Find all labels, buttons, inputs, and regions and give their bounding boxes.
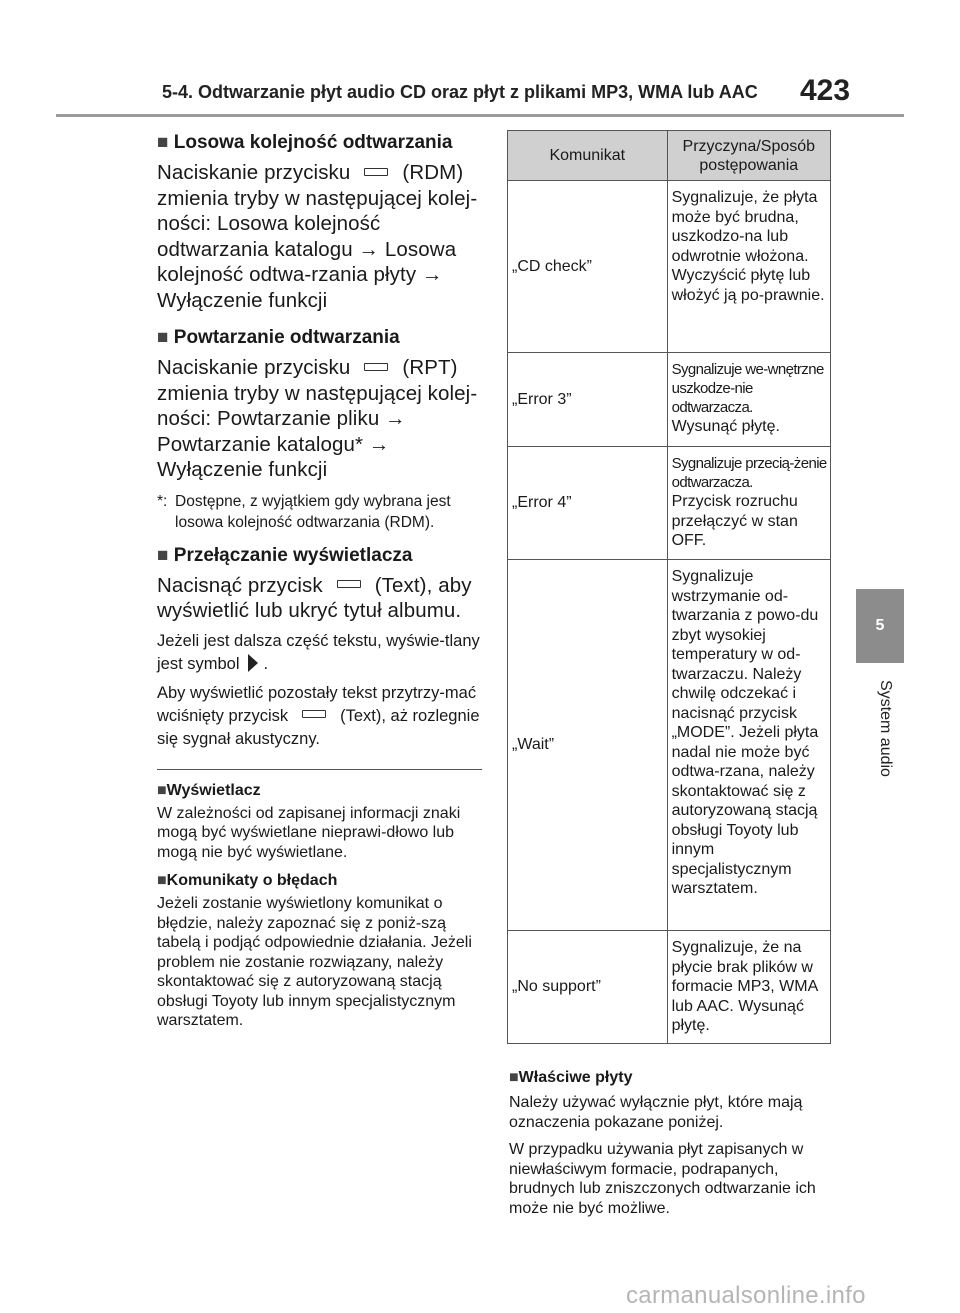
section-heading-errors: ■Komunikaty o błędach — [157, 872, 338, 889]
message-cell: „CD check” — [508, 181, 668, 353]
cause-cell: Sygnalizuje wstrzymanie od-twarzania z powo-du zbyt wysokiej temperatury w od-twarzaczu. Należy chwilę odczekać i nacisnąć przycisk „MODE”. Jeżeli płyta nadal nie może być odtwa-rzana, należy skontaktować się z autoryzowaną stacją obsługi Toyoty lub innym specjalistycznym warsztatem. — [667, 560, 830, 931]
table-row — [508, 447, 831, 560]
play-symbol-icon — [248, 654, 258, 672]
table-row — [508, 931, 831, 1044]
display-switch-paragraph: Nacisnąć przycisk (Text), aby wyświetlić lub ukryć tytuł albumu. — [157, 573, 472, 622]
section-heading-display: ■Wyświetlacz — [157, 781, 261, 799]
more-text-note: Jeżeli jest dalsza część tekstu, wyświe-tlany jest symbol . — [157, 631, 480, 673]
table-header-message: Komunikat — [508, 131, 668, 181]
message-cell: „Error 3” — [508, 353, 668, 447]
cause-cell: Sygnalizuje, że na płycie brak plików w formacie MP3, WMA lub AAC. Wysunąć płytę. — [667, 931, 830, 1044]
bullet-square-icon: ■ — [157, 327, 169, 348]
bullet-square-icon: ■ — [509, 1069, 519, 1086]
repeat-paragraph: Naciskanie przycisku (RPT) zmienia tryby w następującej kolej-ności: Powtarzanie pliku → Powtarzanie katalogu* → Wyłączenie funkcji — [157, 356, 478, 481]
button-icon — [364, 363, 388, 371]
message-cell: „No support” — [508, 931, 668, 1044]
message-cell: „Wait” — [508, 560, 668, 931]
table-row — [508, 560, 831, 931]
button-icon — [337, 580, 361, 588]
right-column — [509, 1059, 834, 1218]
bullet-square-icon: ■ — [157, 132, 169, 153]
table-row — [508, 353, 831, 447]
section-divider — [157, 769, 482, 770]
table-header-cause: Przyczyna/Sposób postępowania — [667, 131, 830, 181]
section-heading-proper-discs: ■Właściwe płyty — [509, 1069, 633, 1086]
button-icon — [302, 710, 326, 718]
display-paragraph: W zależności od zapisanej informacji znaki mogą być wyświetlane nieprawi-dłowo lub mogą nie być wyświetlane. — [157, 804, 461, 861]
bullet-square-icon: ■ — [157, 781, 167, 799]
button-icon — [364, 168, 388, 176]
cause-cell: Sygnalizuje przecią-żenie odtwarzacza. Przycisk rozruchu przełączyć w stan OFF. — [667, 447, 830, 560]
hold-button-note: Aby wyświetlić pozostały tekst przytrzy-mać wciśnięty przycisk (Text), aż rozlegnie się sygnał akustyczny. — [157, 683, 480, 748]
watermark: carmanualsonline.info — [626, 1282, 866, 1309]
proper-discs-paragraph-2: W przypadku używania płyt zapisanych w niewłaściwym formacie, podrapanych, brudnych lub zniszczonych odtwarzanie ich może nie być możliwe. — [509, 1141, 816, 1217]
chapter-label: System audio — [877, 680, 894, 777]
section-heading-display-switch: ■ Przełączanie wyświetlacza — [157, 544, 413, 566]
running-header-title: 5-4. Odtwarzanie płyt audio CD oraz płyt z plikami MP3, WMA lub AAC — [162, 82, 758, 102]
random-paragraph: Naciskanie przycisku (RDM) zmienia tryby w następującej kolej-ności: Losowa kolejność odtwarzania katalogu → Losowa kolejność odtwa-rzania płyty → Wyłączenie funkcji — [157, 161, 478, 312]
page-number: 423 — [800, 74, 851, 107]
message-cell: „Error 4” — [508, 447, 668, 560]
section-heading-repeat: ■ Powtarzanie odtwarzania — [157, 327, 400, 348]
error-messages-table — [507, 130, 831, 1044]
section-heading-random: ■ Losowa kolejność odtwarzania — [157, 132, 453, 153]
proper-discs-paragraph-1: Należy używać wyłącznie płyt, które mają oznaczenia pokazane poniżej. — [509, 1094, 803, 1131]
errors-paragraph: Jeżeli zostanie wyświetlony komunikat o błędzie, należy zapoznać się z poniż-szą tabelą i podjąć odpowiednie działania. Jeżeli problem nie zostanie rozwiązany, należy skontaktować się z autoryzowaną stacją obsługi Toyoty lub innym specjalistycznym warsztatem. — [157, 895, 472, 1029]
header-divider — [56, 114, 904, 117]
bullet-square-icon: ■ — [157, 872, 167, 889]
table-row — [508, 181, 831, 353]
cause-cell: Sygnalizuje we-wnętrzne uszkodze-nie odtwarzacza. Wysunąć płytę. — [667, 353, 830, 447]
bullet-square-icon: ■ — [157, 544, 169, 566]
table-header-row — [508, 131, 831, 181]
footnote: *: Dostępne, z wyjątkiem gdy wybrana jest losowa kolejność odtwarzania (RDM). — [157, 492, 451, 531]
chapter-tab: 5 — [856, 589, 904, 663]
cause-cell: Sygnalizuje, że płyta może być brudna, uszkodzo-na lub odwrotnie włożona. Wyczyścić płytę lub włożyć ją po-prawnie. — [667, 181, 830, 353]
left-column — [157, 124, 482, 1031]
